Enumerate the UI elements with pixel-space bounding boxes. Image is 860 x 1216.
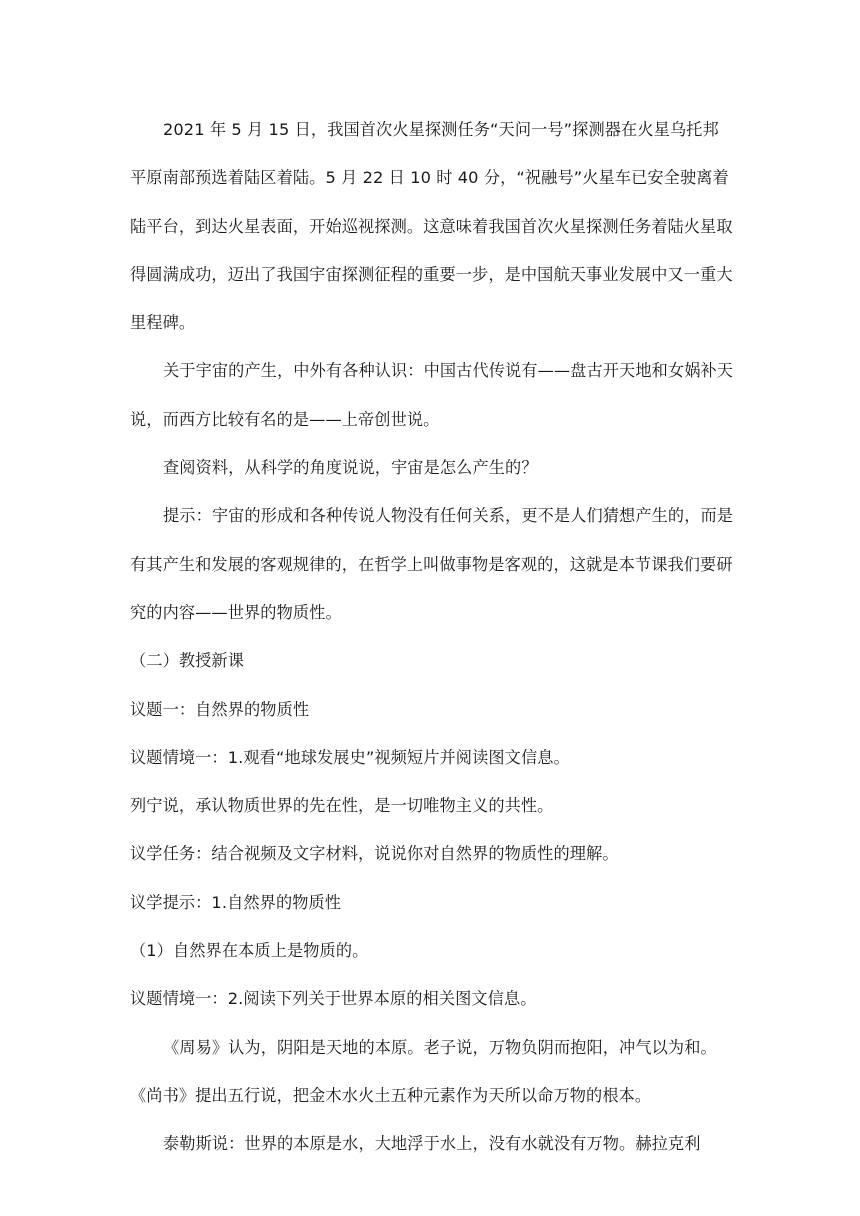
paragraph-mars-mission: 2021 年 5 月 15 日，我国首次火星探测任务“天问一号”探测器在火星乌托邦平原南部预选着陆区着陆。5 月 22 日 10 时 40 分，“祝融号”火星车已安全驶离着陆平台，到达火星表面，开始巡视探测。这意味着我国首次火星探测任务着陆火星取得圆满成功，迈出了我国宇宙探测征程的重要一步，是中国航天事业发展中又一重大里程碑。 (130, 120, 733, 333)
scenario-line-1: 议题情境一：1.观看“地球发展史”视频短片并阅读图文信息。 (130, 747, 570, 767)
lenin-quote: 列宁说，承认物质世界的先在性，是一切唯物主义的共性。 (130, 796, 554, 816)
paragraph-thales: 泰勒斯说：世界的本原是水，大地浮于水上，没有水就没有万物。赫拉克利 (163, 1134, 701, 1154)
paragraph-zhouyi: 《周易》认为，阴阳是天地的本原。老子说，万物负阴而抱阳，冲气以为和。《尚书》提出五行说，把金木水火土五种元素作为天所以命万物的根本。 (130, 1037, 717, 1105)
scenario-line-2: 议题情境一：2.阅读下列关于世界本原的相关图文信息。 (130, 989, 537, 1009)
paragraph-universe-origin-legends: 关于宇宙的产生，中外有各种认识：中国古代传说有——盘古开天地和女娲补天说，而西方比较有名的是——上帝创世说。 (130, 361, 734, 429)
paragraph-hint: 提示：宇宙的形成和各种传说人物没有任何关系，更不是人们猜想产生的，而是有其产生和发展的客观规律的，在哲学上叫做事物是客观的，这就是本节课我们要研究的内容——世界的物质性。 (130, 506, 734, 622)
topic-heading: 议题一：自然界的物质性 (130, 699, 310, 719)
tip-line: 议学提示：1.自然界的物质性 (130, 892, 342, 912)
section-heading-new-lesson: （二）教授新课 (130, 651, 245, 671)
paragraph-research-question: 查阅资料，从科学的角度说说，宇宙是怎么产生的？ (163, 458, 538, 478)
document-page (130, 106, 734, 1169)
point-line: （1）自然界在本质上是物质的。 (130, 941, 369, 961)
task-line: 议学任务：结合视频及文字材料，说说你对自然界的物质性的理解。 (130, 844, 619, 864)
